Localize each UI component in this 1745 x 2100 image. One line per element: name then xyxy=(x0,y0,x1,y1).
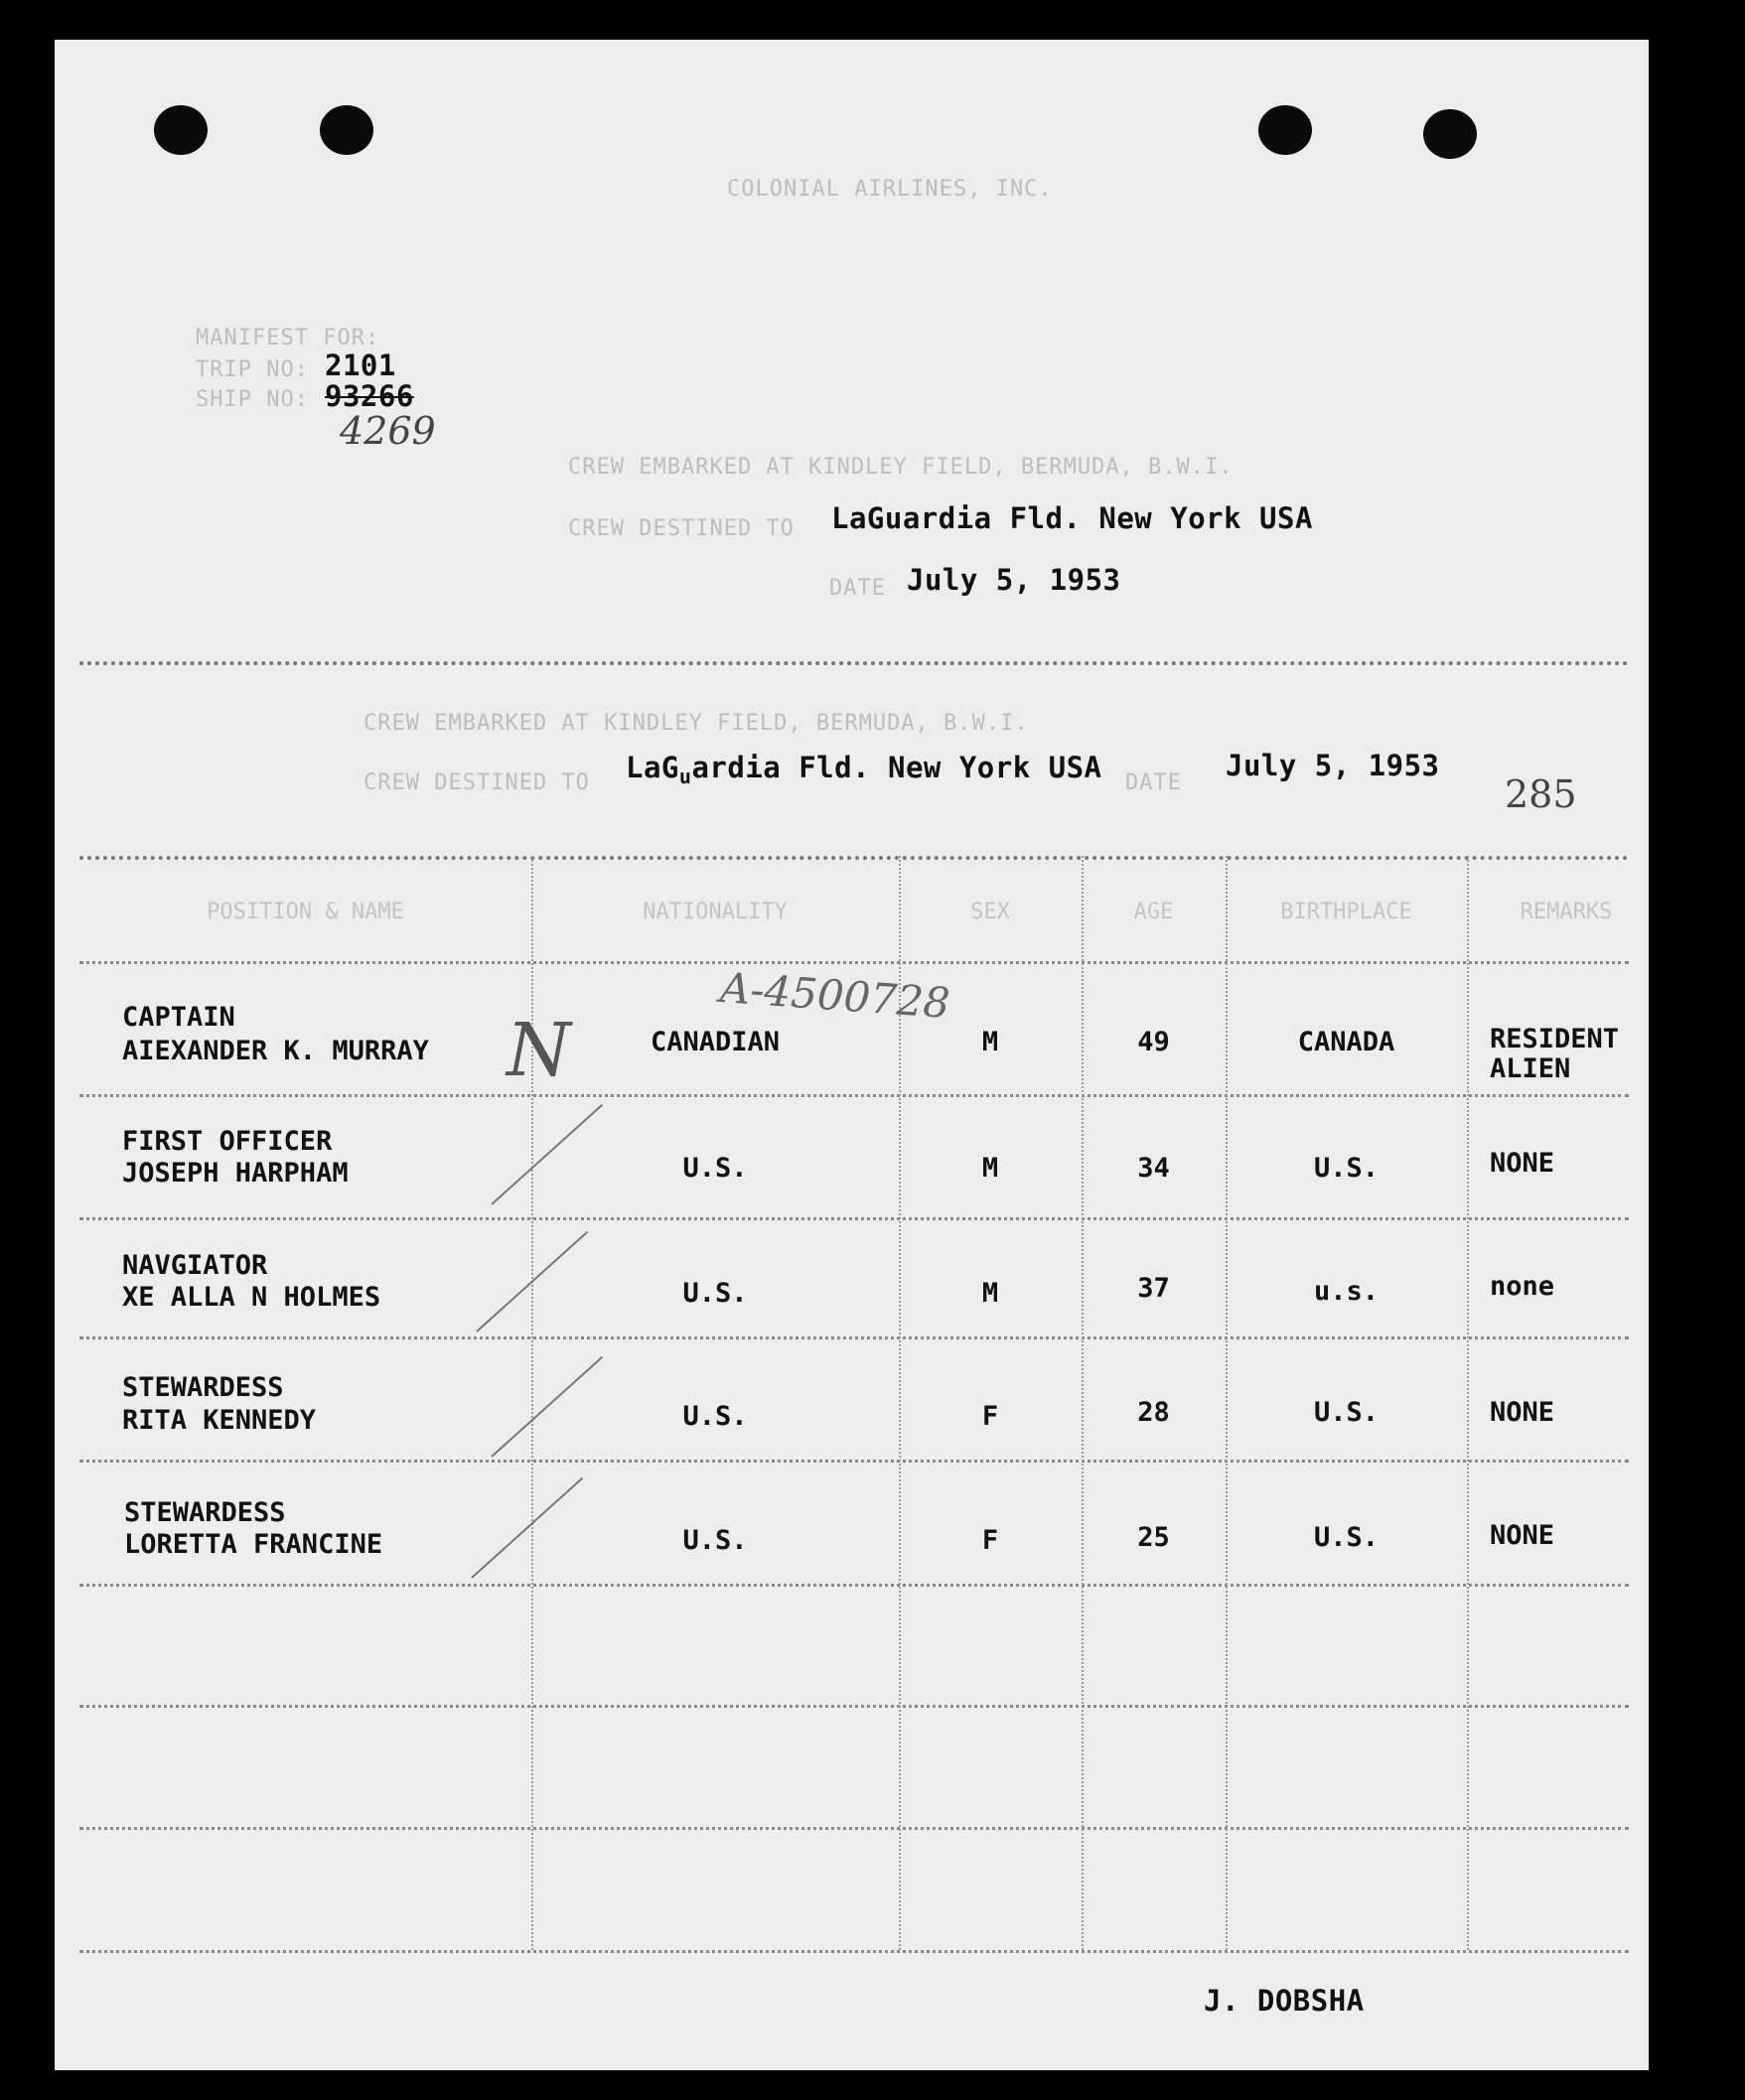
ship-number-struck: 93266 xyxy=(325,379,414,413)
table-row-name: XE ALLA N HOLMES xyxy=(122,1282,381,1313)
table-row-remarks: NONE xyxy=(1490,1397,1555,1428)
header-remarks: REMARKS xyxy=(1520,900,1613,924)
date-label-1: DATE xyxy=(829,576,886,601)
ship-label: SHIP NO: xyxy=(196,387,309,412)
header-nationality: NATIONALITY xyxy=(643,900,788,924)
table-row-name: RITA KENNEDY xyxy=(122,1405,317,1436)
date-2: July 5, 1953 xyxy=(1226,749,1440,782)
divider xyxy=(79,661,1629,665)
ship-number-handwritten: 4269 xyxy=(340,409,436,453)
punch-hole-icon xyxy=(1258,105,1312,155)
table-row-nationality: U.S. xyxy=(682,1278,748,1309)
signature: J. DOBSHA xyxy=(1204,1984,1365,2018)
table-row-nationality: CANADIAN xyxy=(650,1027,781,1057)
company-name: COLONIAL AIRLINES, INC. xyxy=(727,177,1053,202)
destined-label-1: CREW DESTINED TO xyxy=(568,516,795,541)
table-row-name: JOSEPH HARPHAM xyxy=(122,1158,349,1189)
table-row-sex: M xyxy=(981,1278,999,1309)
table-row-age: 28 xyxy=(1137,1397,1170,1428)
table-row-remarks: NONE xyxy=(1490,1148,1555,1179)
destined-label-2: CREW DESTINED TO xyxy=(364,770,590,795)
destination-1: LaGuardia Fld. New York USA xyxy=(831,501,1313,535)
table-row-remarks: none xyxy=(1490,1271,1555,1302)
embarked-line-1: CREW EMBARKED AT KINDLEY FIELD, BERMUDA, B.W.I. xyxy=(568,455,1234,480)
table-row-position: NAVGIATOR xyxy=(122,1250,268,1281)
row-divider xyxy=(79,1094,1629,1097)
row-divider xyxy=(79,1217,1629,1220)
table-row-position: STEWARDESS xyxy=(122,1372,284,1403)
table-row-remarks: NONE xyxy=(1490,1520,1555,1551)
table-row-position: CAPTAIN xyxy=(122,1002,235,1033)
row-divider xyxy=(79,1336,1629,1339)
table-row-birthplace: u.s. xyxy=(1313,1276,1380,1307)
manifest-label: MANIFEST FOR: xyxy=(196,326,380,350)
table-row-birthplace: CANADA xyxy=(1297,1027,1395,1057)
trip-number: 2101 xyxy=(325,349,396,382)
table-row-age: 34 xyxy=(1137,1153,1170,1184)
table-row-nationality: U.S. xyxy=(682,1153,748,1184)
table-row-age: 37 xyxy=(1137,1273,1170,1304)
table-top-border xyxy=(79,856,1629,860)
punch-hole-icon xyxy=(154,105,208,155)
header-birthplace: BIRTHPLACE xyxy=(1280,900,1412,924)
table-row-nationality: U.S. xyxy=(682,1525,748,1556)
annotation-mark: N xyxy=(507,1008,571,1093)
row-divider xyxy=(79,1950,1629,1953)
table-row-remarks-line2: ALIEN xyxy=(1490,1053,1571,1084)
table-row-birthplace: U.S. xyxy=(1313,1522,1380,1553)
table-row-name: LORETTA FRANCINE xyxy=(124,1529,383,1560)
manifest-page xyxy=(55,40,1649,2070)
table-row-remarks: RESIDENT xyxy=(1490,1024,1620,1054)
table-row-sex: F xyxy=(981,1525,999,1556)
table-row-position: FIRST OFFICER xyxy=(122,1126,333,1157)
row-divider xyxy=(79,1460,1629,1463)
header-position-name: POSITION & NAME xyxy=(207,900,404,924)
header-sex: SEX xyxy=(970,900,1010,924)
table-row-age: 25 xyxy=(1137,1522,1170,1553)
column-divider xyxy=(1467,856,1469,1950)
header-bottom-border xyxy=(79,961,1629,964)
embarked-line-2: CREW EMBARKED AT KINDLEY FIELD, BERMUDA, B.W.I. xyxy=(364,711,1029,736)
trip-label: TRIP NO: xyxy=(196,357,309,382)
row-divider xyxy=(79,1584,1629,1587)
annotation-number: A-4500728 xyxy=(718,962,952,1029)
punch-hole-icon xyxy=(320,105,373,155)
table-row-age: 49 xyxy=(1137,1027,1170,1057)
table-row-name: AIEXANDER K. MURRAY xyxy=(122,1036,429,1066)
table-row-birthplace: U.S. xyxy=(1313,1397,1380,1428)
date-1: July 5, 1953 xyxy=(907,563,1121,597)
table-row-birthplace: U.S. xyxy=(1313,1153,1380,1184)
header-age: AGE xyxy=(1133,900,1174,924)
table-row-sex: F xyxy=(981,1401,999,1432)
table-row-sex: M xyxy=(981,1027,999,1057)
date-label-2: DATE xyxy=(1125,770,1182,795)
row-divider xyxy=(79,1705,1629,1708)
table-row-nationality: U.S. xyxy=(682,1401,748,1432)
destination-2: LaG$_u$ardia Fld. New York USA xyxy=(626,751,1102,788)
page-number: 285 xyxy=(1505,772,1577,816)
punch-hole-icon xyxy=(1423,109,1477,159)
row-divider xyxy=(79,1827,1629,1830)
table-row-sex: M xyxy=(981,1153,999,1184)
table-row-position: STEWARDESS xyxy=(124,1497,286,1528)
